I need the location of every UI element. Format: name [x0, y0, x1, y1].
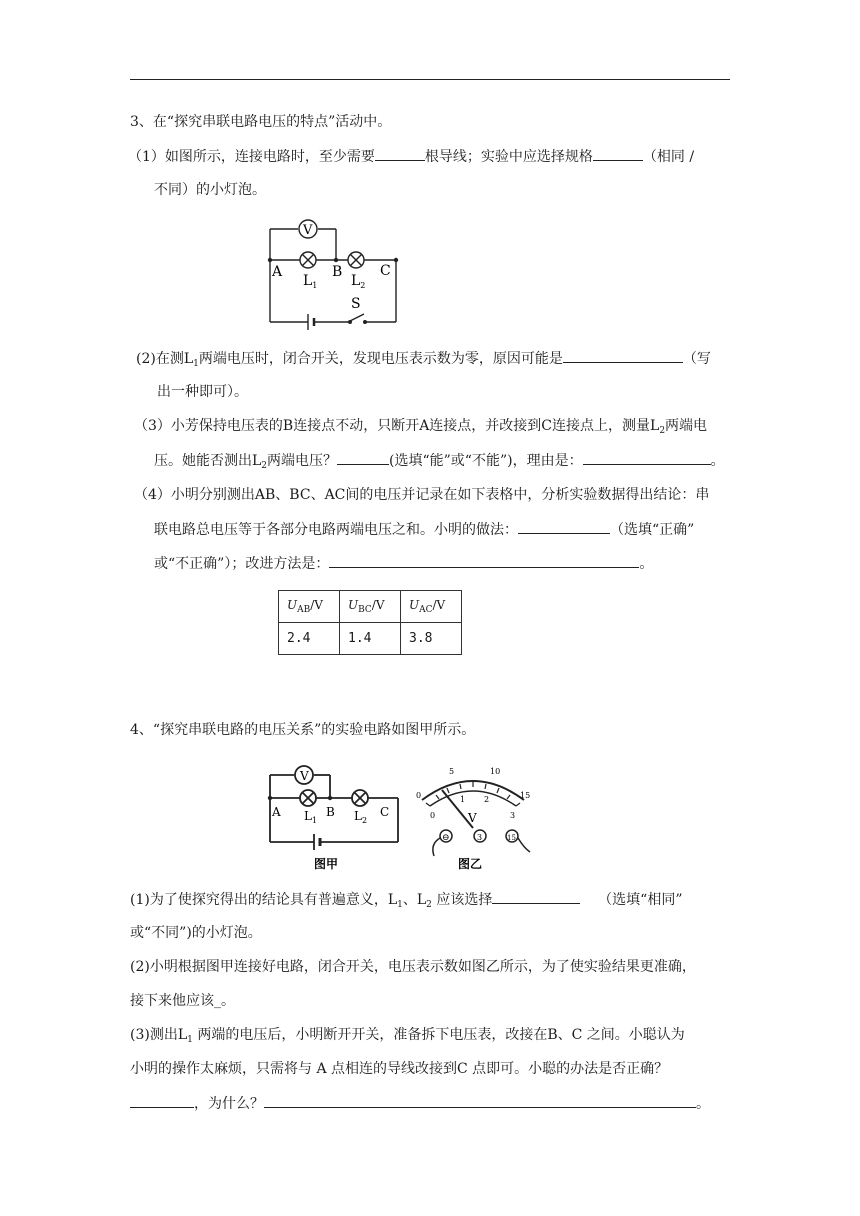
dial-v-label: V — [468, 811, 477, 825]
table-header-cell: $U_{AB}/V$ — [279, 591, 340, 623]
q3-part3-line1: （3）小芳保持电压表的B连接点不动，只断开A连接点，并改接到C连接点上，测量$L_2$两端电 — [134, 418, 708, 436]
terminal-3: 3 — [477, 833, 483, 842]
voltmeter-label: V — [303, 223, 313, 238]
answer-blank[interactable] — [563, 348, 683, 363]
q4-figure-yi — [412, 760, 534, 872]
q4-part1-line2: 或“不同”)的小灯泡。 — [130, 925, 262, 941]
answer-blank[interactable] — [264, 1093, 696, 1108]
dial-top-5: 5 — [449, 767, 455, 776]
table-header-row — [279, 591, 462, 623]
q3-title: 3、在“探究串联电路电压的特点”活动中。 — [130, 114, 392, 130]
q4-part3-line3: ，为什么？ 。 — [130, 1093, 710, 1114]
dial-top-15: 15 — [520, 791, 531, 800]
q4-part3-line2: 小明的操作太麻烦，只需将与 A 点相连的导线改接到C 点即可。小聪的办法是否正确？ — [130, 1061, 669, 1077]
jia-l1-label: $L_1$ — [304, 809, 318, 825]
table-header-cell: $U_{AC}/V$ — [401, 591, 462, 623]
q3-part3-line2: 压。她能否测出$L_2$两端电压？ (选填“能”或“不能”)，理由是： 。 — [154, 450, 725, 476]
table-header-cell: $U_{BC}/V$ — [340, 591, 401, 623]
table-cell: 3.8 — [401, 623, 462, 655]
voltage-table — [278, 590, 462, 655]
dial-top-0: 0 — [416, 791, 422, 800]
switch-label: S — [351, 296, 361, 312]
point-b-label: B — [332, 264, 343, 280]
table-cell: 1.4 — [340, 623, 401, 655]
jia-l2-label: $L_2$ — [354, 809, 368, 825]
q4-figure-jia — [262, 760, 406, 872]
dial-bottom-0: 0 — [430, 811, 436, 820]
l1-label: $L_1$ — [303, 273, 318, 290]
jia-point-c: C — [380, 805, 390, 819]
dial-bottom-1: 1 — [460, 795, 466, 804]
q3-part4-line3: 或“不正确”）；改进方法是： 。 — [154, 553, 653, 574]
point-c-label: C — [380, 263, 391, 279]
q3-part2-line2: 出一种即可）。 — [157, 384, 248, 400]
figure-jia-caption: 图甲 — [314, 857, 339, 871]
l2-label: $L_2$ — [351, 273, 366, 290]
answer-blank[interactable] — [518, 519, 610, 534]
dial-bottom-3: 3 — [510, 811, 516, 820]
answer-blank[interactable] — [130, 1093, 194, 1108]
jia-voltmeter-label: V — [300, 769, 309, 783]
dial-top-10: 10 — [490, 767, 501, 776]
header-rule — [130, 79, 730, 80]
q3-part4-line1: （4）小明分别测出AB、BC、AC间的电压并记录在如下表格中，分析实验数据得出结论：串 — [134, 487, 710, 503]
answer-blank[interactable] — [375, 146, 425, 161]
table-row — [279, 623, 462, 655]
q3-part1-line1: （1）如图所示，连接电路时，至少需要 根导线；实验中应选择规格 （相同 / — [128, 146, 694, 167]
q4-part2-line2: 接下来他应该_。 — [130, 993, 235, 1009]
answer-blank[interactable] — [492, 889, 580, 904]
q3-part2-line1: (2)在测$L_1$两端电压时，闭合开关，发现电压表示数为零，原因可能是 （写 — [136, 348, 711, 374]
q4-title: 4、“探究串联电路的电压关系”的实验电路如图甲所示。 — [130, 722, 476, 738]
q3-part4-line2: 联电路总电压等于各部分电路两端电压之和。小明的做法： （选填“正确” — [154, 519, 694, 540]
q3-circuit-diagram — [260, 212, 410, 330]
figure-yi-caption: 图乙 — [458, 857, 483, 871]
q3-part1-line2: 不同）的小灯泡。 — [154, 182, 266, 198]
q4-part2-line1: (2)小明根据图甲连接好电路，闭合开关，电压表示数如图乙所示，为了使实验结果更准确， — [130, 959, 696, 975]
answer-blank[interactable] — [593, 146, 643, 161]
answer-blank[interactable] — [337, 450, 389, 465]
jia-point-a: A — [272, 805, 281, 819]
q4-part3-line1: (3)测出$L_1$ 两端的电压后，小明断开开关，准备拆下电压表，改接在B、C 之间。小聪认为 — [130, 1027, 685, 1045]
dial-bottom-2: 2 — [484, 795, 490, 804]
answer-blank[interactable] — [329, 553, 639, 568]
terminal-negative: ⊖ — [442, 833, 450, 843]
jia-point-b: B — [326, 805, 335, 819]
point-a-label: A — [272, 264, 283, 280]
q4-part1-line1: (1)为了使探究得出的结论具有普遍意义，$L_1$、$L_2$ 应该选择 （选填“相同” — [130, 889, 683, 915]
terminal-15: 15 — [507, 834, 516, 842]
table-cell: 2.4 — [279, 623, 340, 655]
answer-blank[interactable] — [583, 450, 711, 465]
